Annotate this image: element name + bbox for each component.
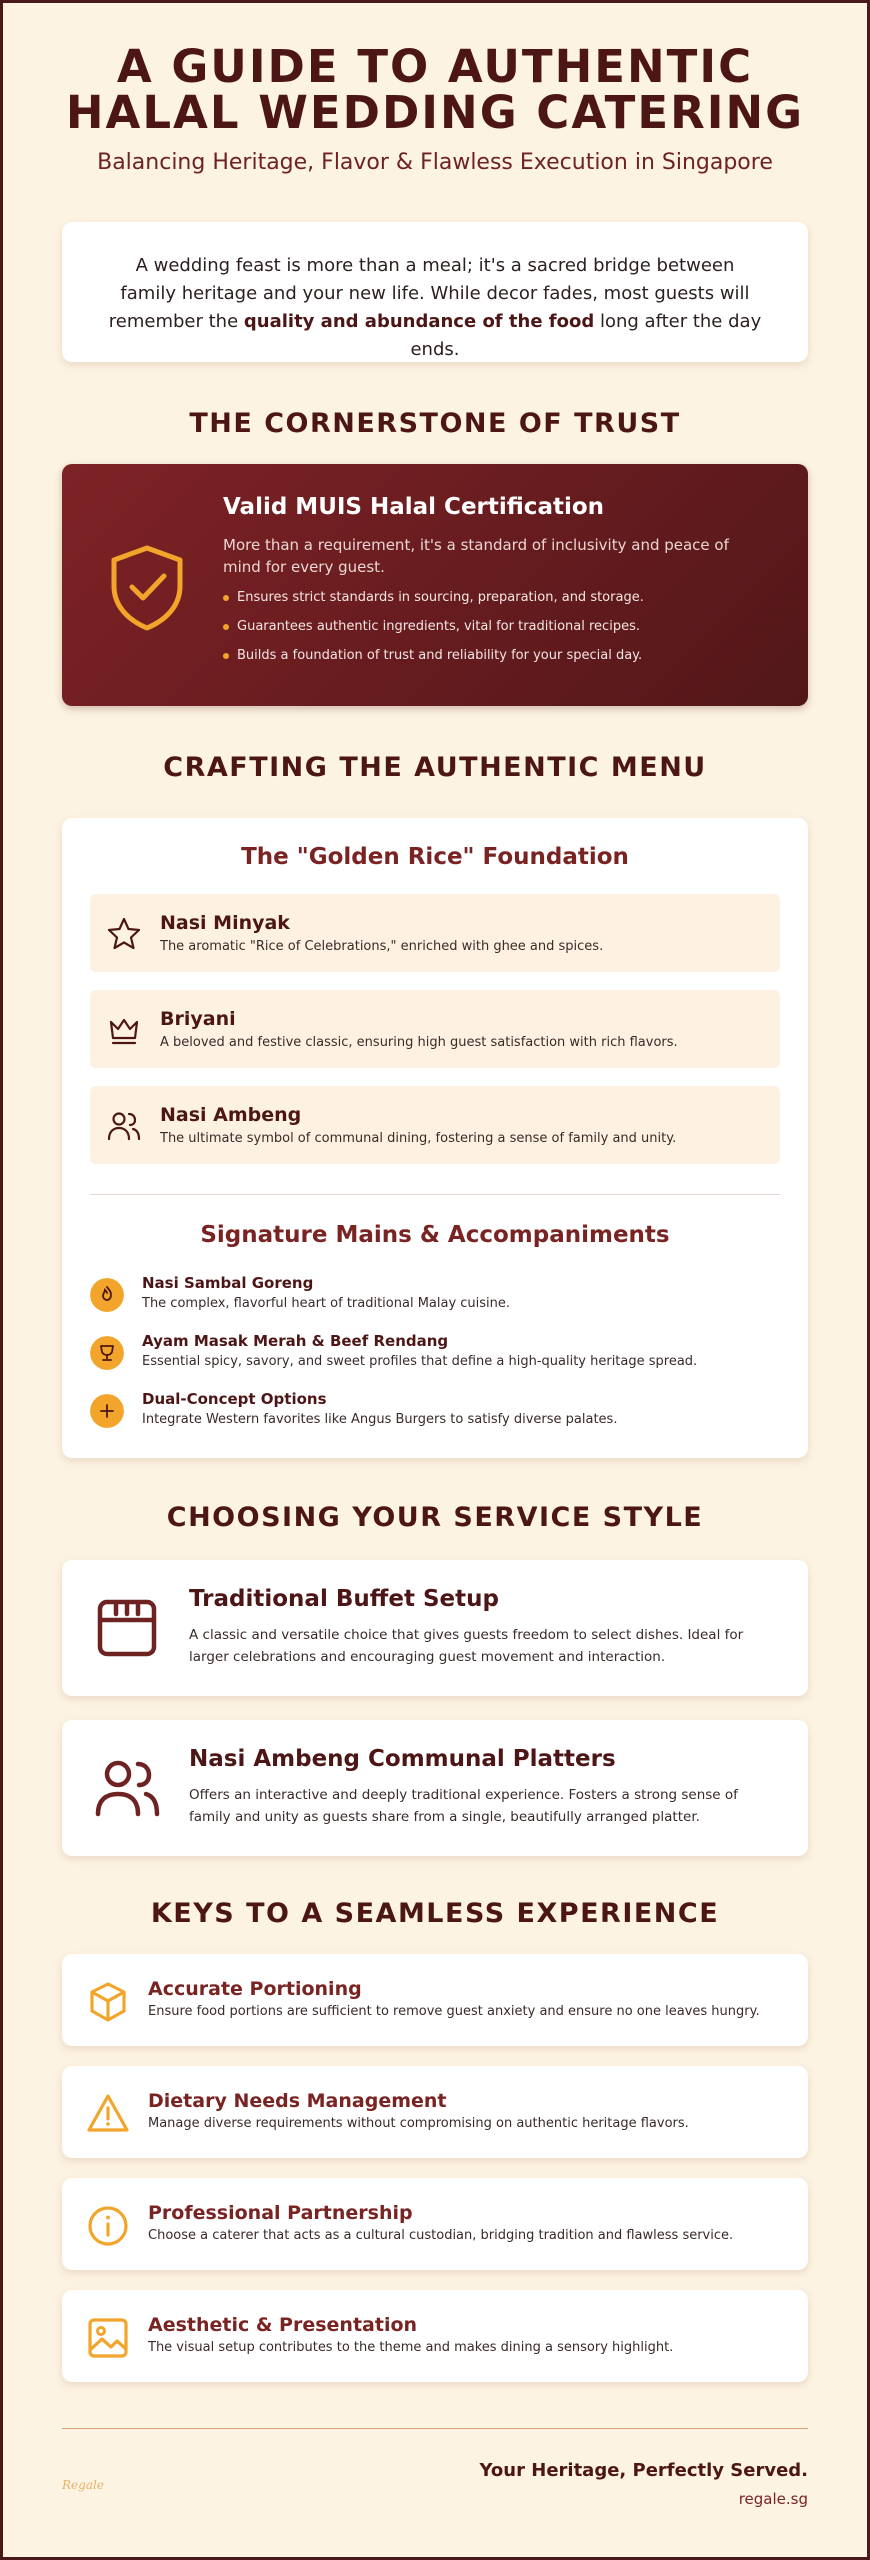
key-item-desc: Manage diverse requirements without compromising on authentic heritage flavors. — [148, 2116, 689, 2131]
footer-url-link[interactable]: regale.sg — [738, 2490, 808, 2508]
halal-certification-title: Valid MUIS Halal Certification — [223, 494, 605, 520]
rice-item-desc: A beloved and festive classic, ensuring high guest satisfaction with rich flavors. — [160, 1035, 678, 1050]
hero — [0, 40, 870, 175]
image-icon — [86, 2316, 130, 2360]
key-item-dietary — [62, 2066, 808, 2158]
service-option-communal — [62, 1720, 808, 1856]
key-item-title: Aesthetic & Presentation — [148, 2314, 418, 2336]
keys-section-title: KEYS TO A SEAMLESS EXPERIENCE — [150, 1898, 720, 1929]
trust-section-title: THE CORNERSTONE OF TRUST — [189, 408, 681, 439]
menu-divider — [90, 1194, 780, 1195]
intro-text-before: A wedding feast is more than a meal; it's a sacred bridge between family heritage and your new life. While decor fades, most guests will remember the — [108, 255, 750, 332]
key-item-desc: Choose a caterer that acts as a cultural custodian, bridging tradition and flawless service. — [148, 2228, 734, 2243]
halal-certification-card — [62, 464, 808, 706]
rice-item-briyani — [90, 990, 780, 1068]
key-item-title: Accurate Portioning — [148, 1978, 362, 2000]
key-item-aesthetic — [62, 2290, 808, 2382]
key-item-title: Professional Partnership — [148, 2202, 413, 2224]
page-title — [0, 40, 870, 139]
rice-heading: The "Golden Rice" Foundation — [241, 844, 629, 870]
menu-section-title: CRAFTING THE AUTHENTIC MENU — [163, 752, 707, 783]
box-icon — [86, 1980, 130, 2024]
menu-card — [62, 818, 808, 1458]
key-item-partnership — [62, 2178, 808, 2270]
halal-certification-description: More than a requirement, it's a standard of inclusivity and peace of mind for every guest. — [223, 536, 729, 576]
crown-icon — [106, 1012, 142, 1048]
footer-tagline: Your Heritage, Perfectly Served. — [479, 2460, 808, 2481]
trophy-icon — [90, 1336, 124, 1370]
page-title-line-1: A GUIDE TO AUTHENTIC — [116, 40, 754, 93]
plus-icon — [90, 1394, 124, 1428]
intro-card — [62, 222, 808, 362]
main-item-desc: The complex, flavorful heart of traditional Malay cuisine. — [142, 1296, 511, 1311]
service-option-desc: Offers an interactive and deeply traditional experience. Fosters a strong sense of family and unity as guests share from a single, beautifully arranged platter. — [189, 1787, 738, 1825]
main-item-title: Ayam Masak Merah & Beef Rendang — [142, 1332, 449, 1350]
flame-icon — [90, 1278, 124, 1312]
list-item: Builds a foundation of trust and reliability for your special day. — [223, 648, 644, 677]
buffet-tray-icon — [92, 1596, 162, 1660]
service-section-title: CHOOSING YOUR SERVICE STYLE — [166, 1502, 704, 1533]
key-item-desc: The visual setup contributes to the theme and makes dining a sensory highlight. — [148, 2340, 674, 2355]
mains-heading: Signature Mains & Accompaniments — [200, 1222, 670, 1248]
page-title-line-2: HALAL WEDDING CATERING — [65, 86, 805, 139]
halal-certification-points — [223, 590, 644, 677]
rice-item-title: Nasi Ambeng — [160, 1104, 302, 1126]
main-item-desc: Integrate Western favorites like Angus Burgers to satisfy diverse palates. — [142, 1412, 618, 1427]
list-item: Ensures strict standards in sourcing, preparation, and storage. — [223, 590, 644, 619]
rice-item-nasi-ambeng — [90, 1086, 780, 1164]
rice-item-title: Briyani — [160, 1008, 236, 1030]
service-option-desc: A classic and versatile choice that gives guests freedom to select dishes. Ideal for larger celebrations and encouraging guest movement and interaction. — [189, 1627, 744, 1665]
key-item-desc: Ensure food portions are sufficient to remove guest anxiety and ensure no one leaves hungry. — [148, 2004, 760, 2019]
list-item: Guarantees authentic ingredients, vital for traditional recipes. — [223, 619, 644, 648]
warning-icon — [86, 2092, 130, 2136]
main-item-desc: Essential spicy, savory, and sweet profiles that define a high-quality heritage spread. — [142, 1354, 698, 1369]
service-option-title: Traditional Buffet Setup — [189, 1586, 499, 1612]
intro-text-after: long after the day ends. — [410, 311, 762, 360]
info-icon — [86, 2204, 130, 2248]
intro-text-bold: quality and abundance of the food — [243, 311, 595, 332]
key-item-title: Dietary Needs Management — [148, 2090, 447, 2112]
footer-divider — [62, 2428, 808, 2429]
footer-logo: Regale — [62, 2478, 104, 2492]
shield-check-icon — [104, 542, 190, 632]
service-option-title: Nasi Ambeng Communal Platters — [189, 1746, 616, 1772]
main-item-nasi-sambal-goreng — [90, 1274, 780, 1324]
star-icon — [106, 916, 142, 952]
page-subtitle: Balancing Heritage, Flavor & Flawless Execution in Singapore — [97, 150, 773, 175]
rice-item-nasi-minyak — [90, 894, 780, 972]
main-item-dual-concept — [90, 1390, 780, 1440]
main-item-ayam-masak-merah — [90, 1332, 780, 1382]
rice-item-title: Nasi Minyak — [160, 912, 290, 934]
main-item-title: Nasi Sambal Goreng — [142, 1274, 314, 1292]
rice-item-desc: The aromatic "Rice of Celebrations," enriched with ghee and spices. — [160, 939, 604, 954]
group-icon — [92, 1756, 162, 1820]
service-option-buffet — [62, 1560, 808, 1696]
rice-item-desc: The ultimate symbol of communal dining, fostering a sense of family and unity. — [160, 1131, 677, 1146]
main-item-title: Dual-Concept Options — [142, 1390, 327, 1408]
key-item-portioning — [62, 1954, 808, 2046]
users-icon — [106, 1108, 142, 1144]
